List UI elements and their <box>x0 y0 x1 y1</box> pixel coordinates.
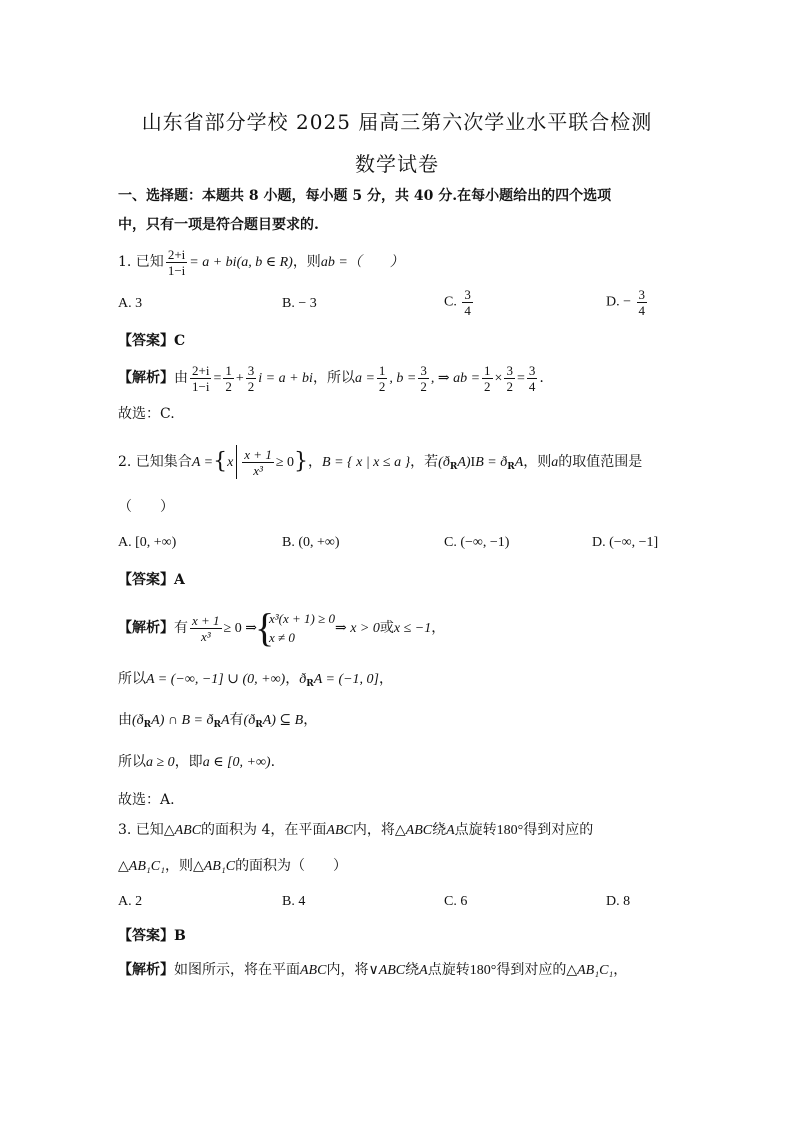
q2-then: ，则 <box>523 454 552 470</box>
q3-l2-c: ，则 <box>164 858 193 874</box>
q2-l4-end: . <box>270 754 276 770</box>
q1-analysis-threehalf-num: 3 <box>247 362 255 378</box>
q1-option-b: B. − 3 <box>282 296 317 311</box>
section-heading-line1: 一、选择题：本题共 8 小题，每小题 5 分，共 40 分.在每小题给出的四个选项 <box>118 188 612 204</box>
q1-analysis-result-num: 3 <box>528 362 536 378</box>
q1-analysis-frac1 <box>190 363 211 394</box>
q1-cond: (a, b ∈ R) <box>236 255 293 270</box>
q2-l3-b: A) ∩ B = ð <box>151 713 214 728</box>
q1-option-c <box>444 287 475 318</box>
q1-analysis-half-den: 2 <box>225 378 232 394</box>
q1-ask: ab =（ ） <box>320 255 404 270</box>
q1-analysis <box>118 360 544 397</box>
q1-option-c-num: 3 <box>464 287 471 302</box>
q2-set-num: x + 1 <box>244 446 272 462</box>
q3-l2-f: 的面积为（ ） <box>235 858 348 874</box>
q2-l3-r-sub3: R <box>255 720 263 730</box>
q1-analysis-a-num: 1 <box>378 362 386 378</box>
q2-option-b: B. (0, +∞) <box>282 535 340 550</box>
q3-an-d: ∨ <box>368 963 379 978</box>
q3-l1-c: ABC <box>326 823 353 838</box>
q2-xle: x ≤ −1 <box>393 621 432 636</box>
q1-analysis-result <box>527 363 538 394</box>
q2-b-set: B = { x | x ≤ a } <box>322 455 411 470</box>
q2-l3-end: ， <box>303 712 318 728</box>
q1-analysis-b-eq: , b = <box>389 371 417 386</box>
q2-analysis-line1 <box>118 606 445 651</box>
q1-analysis-b-frac <box>418 363 429 394</box>
q1-choice: 故选：C. <box>118 406 175 422</box>
q2-l3-a: (ð <box>132 713 144 728</box>
q1-analysis-prod1-den: 2 <box>484 378 491 394</box>
q2-ge0: ≥ 0 <box>275 455 295 470</box>
q3-stem-line2 <box>118 856 347 877</box>
exam-title: 山东省部分学校 2025 届高三第六次学业水平联合检测 <box>141 110 653 134</box>
q3-an-end: ， <box>613 962 628 978</box>
q1-analysis-plus: + <box>235 371 244 386</box>
q1-suffix: ，则 <box>292 254 321 270</box>
q1-analysis-prod2-num: 3 <box>506 362 513 378</box>
q1-analysis-a-den: 2 <box>378 378 386 394</box>
q2-l2-comp: ð <box>299 672 307 687</box>
q2-l4-i: ，即 <box>174 754 203 770</box>
q1-analysis-a-eq: a = <box>354 371 375 386</box>
exam-subtitle: 数学试卷 <box>355 152 439 176</box>
q2-l4-b: a ∈ [0, +∞) <box>202 755 271 770</box>
q2-l3-by: 由 <box>118 712 132 728</box>
q2-a-end: A <box>514 455 524 470</box>
q1-option-a: A. 3 <box>118 296 143 311</box>
q3-l1-f: ABC <box>405 823 433 838</box>
q1-option-d-frac <box>637 287 648 318</box>
q3-l1-d: 内，将 <box>352 822 395 838</box>
q3-an-c: 内，将 <box>326 962 369 978</box>
q1-option-c-frac <box>462 287 473 318</box>
q1-option-c-label: C. <box>444 294 457 310</box>
q2-system: { x³(x + 1) ≥ 0 x ≠ 0 <box>254 605 335 650</box>
q2-stem <box>118 442 642 487</box>
q2-l2-rest: A = (−1, 0] <box>313 672 380 687</box>
q1-option-d <box>606 287 649 318</box>
q3-triangle-icon-3: △ <box>118 859 129 874</box>
q1-analysis-prod2 <box>504 363 515 394</box>
q1-analysis-half <box>223 363 234 394</box>
q1-option-d-label: D. − <box>606 294 632 310</box>
q3-l1-h: A <box>446 823 455 838</box>
q1-analysis-b-num: 3 <box>420 362 427 378</box>
q3-analysis <box>118 960 627 981</box>
q2-l3-d: (ð <box>243 713 256 728</box>
q3-l1-j: 得到对应的 <box>523 822 594 838</box>
q1-analysis-implies: , ⇒ ab = <box>430 371 481 386</box>
q3-deg: 180° <box>496 823 524 838</box>
q2-option-c: C. (−∞, −1) <box>444 535 510 550</box>
q2-analysis-line4 <box>118 752 275 773</box>
q2-b-eq: B = ð <box>475 455 508 470</box>
q3-an-a: 如图所示，将在平面 <box>174 962 300 978</box>
q1-answer: 【答案】C <box>118 333 186 349</box>
q2-comma: ， <box>308 454 323 470</box>
q3-triangle-icon-5: △ <box>566 963 578 978</box>
q2-rbrace: } <box>294 449 309 474</box>
q2-l2-end: ， <box>379 671 394 687</box>
q3-an-g: A <box>419 963 428 978</box>
q2-range: 的取值范围是 <box>558 454 643 470</box>
q3-l2-e: AB₁C <box>203 859 236 874</box>
q3-an-b: ABC <box>300 963 327 978</box>
q1-option-d-num: 3 <box>638 287 646 302</box>
q3-an-deg: 180° <box>469 963 497 978</box>
q3-answer: 【答案】B <box>118 928 186 944</box>
q1-analysis-b-den: 2 <box>420 378 427 394</box>
q2-sys2: x ≠ 0 <box>268 630 295 645</box>
q1-analysis-label: 【解析】 <box>118 370 174 386</box>
q2-x: x <box>227 455 234 470</box>
q2-paren: （ ） <box>118 499 174 515</box>
q2-r-sub: R <box>449 462 458 472</box>
q2-endc: ， <box>431 620 446 636</box>
q2-a-close: A) <box>457 455 471 470</box>
q2-a: a <box>551 455 559 470</box>
section-heading-line2: 中，只有一项是符合题目要求的. <box>118 217 319 233</box>
q3-triangle-icon-4: △ <box>192 859 204 874</box>
q1-analysis-prod2-den: 2 <box>506 378 513 394</box>
q3-option-d: D. 8 <box>606 894 631 909</box>
q2-r-sub-2: R <box>507 462 515 472</box>
q2-set-frac <box>242 447 274 478</box>
q3-l1-g: 绕 <box>432 822 447 838</box>
q2-or: 或 <box>379 620 394 636</box>
q2-l3-e: A) ⊆ B <box>262 713 304 728</box>
q1-frac-den: 1−i <box>167 262 186 278</box>
q2-analysis-num: x + 1 <box>192 612 220 628</box>
q3-option-a: A. 2 <box>118 894 143 909</box>
q3-option-c: C. 6 <box>444 894 468 909</box>
q3-triangle-icon: △ <box>163 823 175 838</box>
q2-glyph: I <box>470 455 476 470</box>
q1-option-c-den: 4 <box>464 303 471 318</box>
q2-answer: 【答案】A <box>118 572 185 588</box>
q2-set-bar <box>236 445 237 479</box>
q1-stem <box>118 244 404 281</box>
q3-an-i: 得到对应的 <box>496 962 567 978</box>
q1-analysis-prod1 <box>482 363 493 394</box>
q3-stem-line1 <box>118 820 593 841</box>
q2-l4-a: a ≥ 0 <box>146 755 175 770</box>
q1-analysis-prod1-num: 1 <box>484 362 491 378</box>
q2-if: ，若 <box>410 454 439 470</box>
q1-analysis-frac1-num: 2+i <box>192 362 210 378</box>
q2-ge0-implies: ≥ 0 ⇒ <box>223 621 257 636</box>
q2-have: 有 <box>174 620 188 636</box>
q3-an-f: 绕 <box>405 962 420 978</box>
q2-prefix: 2. 已知集合 <box>118 454 192 470</box>
q2-lbrace: { <box>213 449 228 474</box>
q3-l1-i: 点旋转 <box>454 822 497 838</box>
q2-comp-expr: (ð <box>438 455 450 470</box>
q1-analysis-result-den: 4 <box>528 378 536 394</box>
q2-l3-c: A <box>220 713 230 728</box>
q2-a-eq: A = <box>191 455 214 470</box>
q1-analysis-a: 由 <box>174 370 188 386</box>
q2-sys1: x³(x + 1) ≥ 0 <box>268 611 335 626</box>
q3-analysis-label: 【解析】 <box>118 962 174 978</box>
q2-l3-r-sub2: R <box>213 720 221 730</box>
q3-abc: ABC <box>174 823 202 838</box>
q2-option-d: D. (−∞, −1] <box>592 535 659 550</box>
q3-l2-b: AB₁C₁ <box>128 859 165 874</box>
q1-analysis-b: = <box>213 371 222 386</box>
q2-implies2: ⇒ x > 0 <box>334 621 380 636</box>
q2-l2-comma: ， <box>285 671 300 687</box>
q1-analysis-half-num: 1 <box>225 362 232 378</box>
q1-analysis-threehalf-den: 2 <box>247 378 255 394</box>
q1-fraction <box>166 247 187 278</box>
q2-analysis-line3 <box>118 710 317 735</box>
q1-analysis-end: . <box>539 370 544 386</box>
q1-expr: = a + bi <box>189 255 237 270</box>
q1-frac-num: 2+i <box>167 246 186 262</box>
q2-l2-expr: A = (−∞, −1] ∪ (0, +∞) <box>146 672 286 687</box>
q1-analysis-a-frac <box>377 363 388 394</box>
q3-an-h: 点旋转 <box>427 962 470 978</box>
q3-l1-a: 3. 已知 <box>118 822 164 838</box>
q1-analysis-d: ，所以 <box>312 370 355 386</box>
q1-analysis-threehalf <box>246 363 257 394</box>
q3-l1-b: 的面积为 4，在平面 <box>201 822 327 838</box>
q2-choice: 故选：A. <box>118 792 175 808</box>
q2-l4-so: 所以 <box>118 754 146 770</box>
q3-option-b: B. 4 <box>282 894 306 909</box>
q1-analysis-times: × <box>494 371 503 386</box>
q3-an-e: ABC <box>378 963 406 978</box>
q1-analysis-frac1-den: 1−i <box>192 378 210 394</box>
q1-analysis-eq: = <box>516 371 525 386</box>
q3-triangle-icon-2: △ <box>394 823 406 838</box>
q2-l3-r-sub1: R <box>143 720 152 730</box>
q2-analysis-label: 【解析】 <box>118 620 174 636</box>
q2-analysis-den: x³ <box>200 628 211 644</box>
q2-set-den: x³ <box>253 462 263 478</box>
q1-prefix: 1. 已知 <box>118 254 164 270</box>
q2-option-a: A. [0, +∞) <box>118 535 177 550</box>
q1-option-d-den: 4 <box>638 303 646 318</box>
q3-an-k: AB₁C₁ <box>577 963 614 978</box>
q2-analysis-frac <box>190 613 222 644</box>
q2-analysis-line2 <box>118 669 393 694</box>
q1-analysis-c: i = a + bi <box>258 371 313 386</box>
q2-l3-have: 有 <box>229 712 244 728</box>
q2-l2-r-sub: R <box>306 679 314 689</box>
q2-l2-so: 所以 <box>118 671 146 687</box>
